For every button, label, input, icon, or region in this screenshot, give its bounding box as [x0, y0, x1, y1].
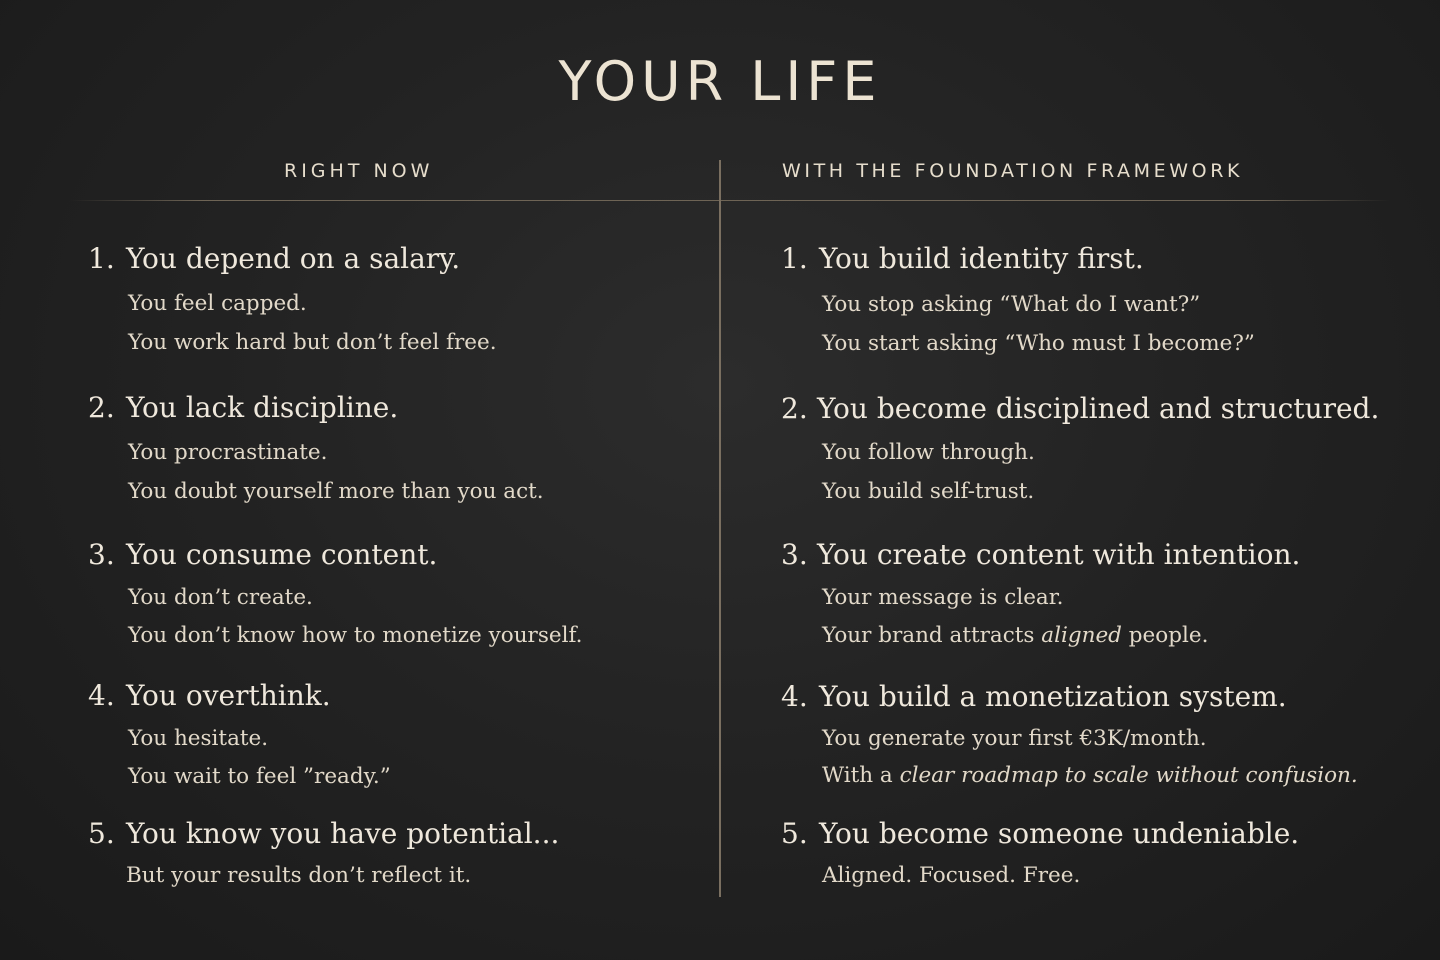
list-item	[781, 680, 1421, 788]
item-line: You work hard but don’t feel free.	[128, 330, 497, 355]
header-rule	[70, 200, 1390, 201]
item-line: You follow through.	[822, 440, 1035, 465]
item-line: You don’t create.	[128, 585, 313, 610]
item-heading: 1. You build identity first.	[781, 242, 1144, 275]
item-line: Your brand attracts aligned people.	[822, 623, 1209, 648]
list-item	[88, 817, 728, 888]
list-item	[781, 538, 1421, 648]
item-line: You procrastinate.	[128, 440, 328, 465]
item-line: You build self-trust.	[822, 479, 1035, 504]
item-heading: 2. You lack discipline.	[88, 391, 399, 424]
item-line: You feel capped.	[128, 291, 307, 316]
italic-emphasis: aligned	[1041, 623, 1122, 648]
item-heading: 3. You create content with intention.	[781, 538, 1301, 571]
item-line: With a clear roadmap to scale without confusion.	[822, 763, 1358, 788]
list-item	[781, 392, 1421, 504]
italic-emphasis: clear roadmap to scale without confusion.	[899, 763, 1358, 788]
item-line: Aligned. Focused. Free.	[822, 863, 1081, 888]
list-item	[781, 817, 1421, 888]
list-item	[88, 242, 728, 355]
list-item	[88, 538, 728, 648]
item-line: You wait to feel ”ready.”	[128, 764, 391, 789]
item-heading: 4. You overthink.	[88, 679, 331, 712]
page-title: YOUR LIFE	[558, 50, 882, 113]
item-line: You generate your first €3K/month.	[822, 726, 1207, 751]
item-line: You don’t know how to monetize yourself.	[128, 623, 583, 648]
item-heading: 5. You become someone undeniable.	[781, 817, 1300, 850]
item-line: Your message is clear.	[822, 585, 1064, 610]
list-item	[88, 391, 728, 504]
list-item	[88, 679, 728, 789]
item-line: You hesitate.	[128, 726, 269, 751]
item-line: You doubt yourself more than you act.	[128, 479, 544, 504]
item-line: You start asking “Who must I become?”	[822, 331, 1255, 356]
left-column-header: RIGHT NOW	[284, 160, 434, 182]
item-heading: 3. You consume content.	[88, 538, 438, 571]
item-line: You stop asking “What do I want?”	[822, 292, 1201, 317]
item-heading: 1. You depend on a salary.	[88, 242, 461, 275]
item-heading: 2. You become disciplined and structured.	[781, 392, 1380, 425]
right-column-header: WITH THE FOUNDATION FRAMEWORK	[782, 160, 1244, 182]
item-heading: 5. You know you have potential...	[88, 817, 560, 850]
item-heading: 4. You build a monetization system.	[781, 680, 1287, 713]
item-line: But your results don’t reflect it.	[126, 863, 472, 888]
list-item	[781, 242, 1421, 356]
